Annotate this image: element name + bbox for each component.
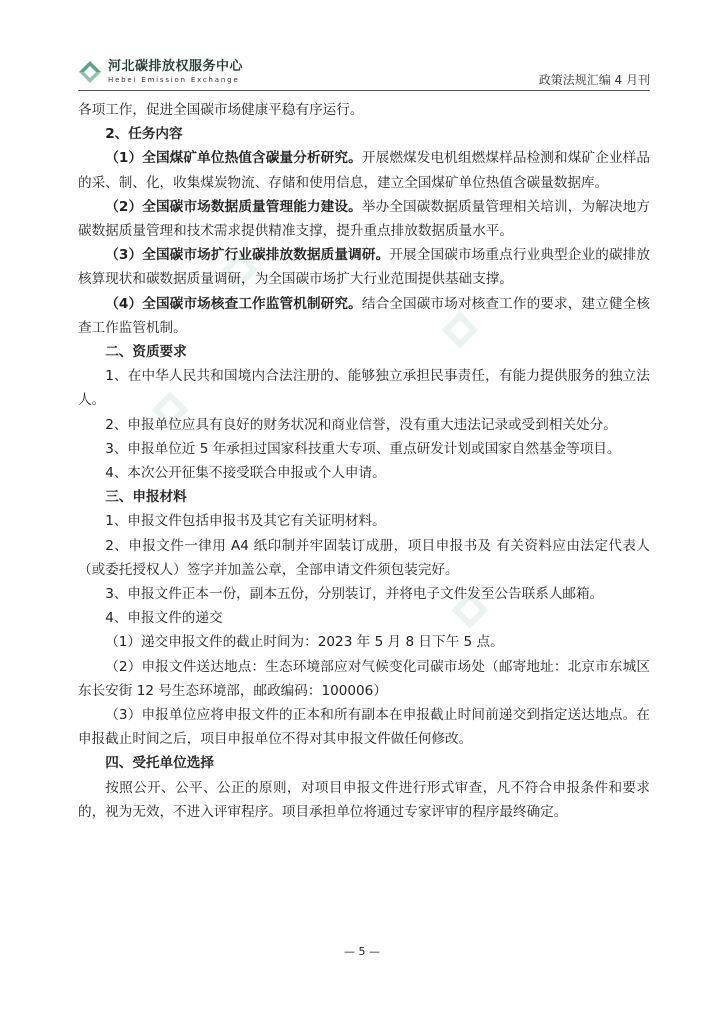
paragraph-text: 4、申报文件的递交	[105, 610, 223, 627]
paragraph-text: 各项工作，促进全国碳市场健康平稳有序运行。	[78, 102, 364, 118]
paragraph	[78, 534, 650, 582]
paragraph-text: 举办全国碳数据质量管理相关培训，为解决地方碳数据质量管理和技术需求提供精准支撑，提升重点排放数据质量水平。	[78, 198, 650, 240]
issue-title: 政策法规汇编 4 月刊	[538, 73, 650, 87]
bold-lead: （4）全国碳市场核查工作监管机制研究。	[105, 295, 362, 312]
paragraph	[78, 630, 650, 654]
paragraph-text: 2、申报文件一律用 A4 纸印制并牢固装订成册，项目申报书及 有关资料应由法定代表人（或委托授权人）签字并加盖公章，全部申请文件须包装完好。	[78, 537, 650, 578]
paragraph	[78, 461, 650, 485]
document-body	[78, 98, 650, 824]
paragraph	[78, 606, 650, 630]
paragraph-text: 按照公开、公平、公正的原则，对项目申报文件进行形式审查，凡不符合申报条件和要求的，视为无效，不进入评审程序。项目承担单位将通过专家评审的程序最终确定。	[78, 779, 650, 820]
section-heading	[78, 485, 650, 509]
paragraph	[78, 292, 650, 340]
org-name-cn: 河北碳排放权服务中心	[108, 59, 244, 74]
paragraph	[78, 776, 650, 824]
paragraph	[78, 146, 650, 194]
paragraph-text: 3、申报文件正本一份，副本五份，分别装订，并将电子文件发至公告联系人邮箱。	[105, 586, 604, 603]
bold-lead: （1）全国煤矿单位热值含碳量分析研究。	[105, 150, 362, 167]
bold-lead: （2）全国碳市场数据质量管理能力建设。	[105, 198, 362, 215]
bold-lead: 四、受托单位选择	[105, 755, 214, 772]
paragraph-text: 4、本次公开征集不接受联合申报或个人申请。	[105, 465, 386, 482]
bold-lead: （3）全国碳市场扩行业碳排放数据质量调研。	[105, 247, 390, 264]
page-header	[78, 58, 650, 91]
bold-lead: 二、资质要求	[105, 344, 187, 361]
paragraph	[78, 98, 650, 122]
paragraph-text: 1、在中华人民共和国境内合法注册的、能够独立承担民事责任，有能力提供服务的独立法人。	[78, 368, 650, 409]
paragraph	[78, 413, 650, 437]
paragraph-text: （1）递交申报文件的截止时间为：2023 年 5 月 8 日下午 5 点。	[105, 634, 504, 651]
paragraph	[78, 703, 650, 751]
paragraph-text: 开展燃煤发电机组燃煤样品检测和煤矿企业样品的采、制、化，收集煤炭物流、存储和使用信息，建立全国煤矿单位热值含碳量数据库。	[78, 150, 650, 191]
paragraph	[78, 364, 650, 412]
section-heading	[78, 122, 650, 146]
paragraph-text: 2、申报单位应具有良好的财务状况和商业信誉，没有重大违法记录或受到相关处分。	[105, 416, 617, 433]
paragraph	[78, 655, 650, 703]
paragraph-text: （3）申报单位应将申报文件的正本和所有副本在申报截止时间前递交到指定送达地点。在申报截止时间之后，项目申报单位不得对其申报文件做任何修改。	[78, 707, 650, 748]
paragraph-text: 1、申报文件包括申报书及其它有关证明材料。	[105, 513, 386, 530]
paragraph-text: 开展全国碳市场重点行业典型企业的碳排放核算现状和碳数据质量调研，为全国碳市场扩大行业范围提供基础支撑。	[78, 247, 651, 288]
paragraph	[78, 509, 650, 533]
page-number: — 5 —	[344, 945, 380, 958]
org-name-en: Hebei Emission Exchange	[108, 76, 240, 84]
paragraph	[78, 437, 650, 461]
bold-lead: 三、申报材料	[105, 489, 187, 506]
paragraph-text: （2）申报文件送达地点：生态环境部应对气候变化司碳市场处（邮寄地址：北京市东城区东长安街 12 号生态环境部，邮政编码：100006）	[78, 658, 650, 699]
logo-icon	[78, 60, 102, 84]
section-heading	[78, 340, 650, 364]
paragraph	[78, 243, 650, 291]
paragraph	[78, 582, 650, 606]
section-heading	[78, 751, 650, 775]
paragraph-text: 结合全国碳市场对核查工作的要求，建立健全核查工作监管机制。	[78, 295, 650, 336]
paragraph	[78, 195, 650, 243]
paragraph-text: 3、申报单位近 5 年承担过国家科技重大专项、重点研发计划或国家自然基金等项目。	[105, 440, 621, 457]
bold-lead: 2、任务内容	[105, 126, 183, 143]
